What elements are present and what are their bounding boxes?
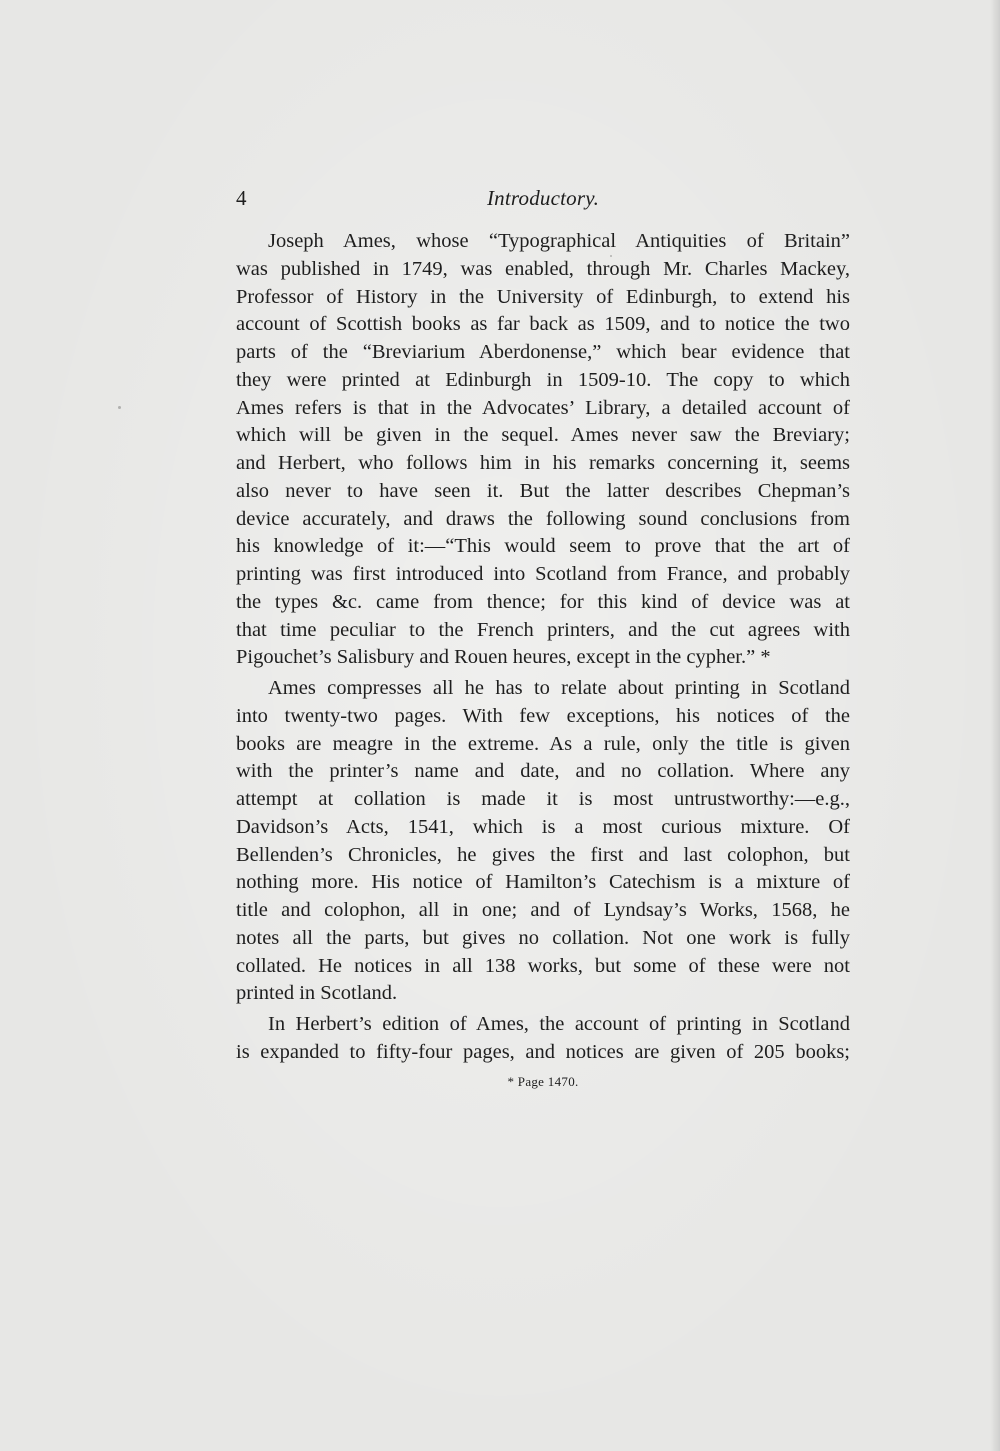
paragraph (236, 228, 850, 672)
running-head (236, 186, 850, 216)
text-line: with the printer’s name and date, and no collation. Where any (236, 760, 850, 783)
text-line: account of Scottish books as far back as 1509, and to notice the two (236, 313, 850, 336)
text-line: Davidson’s Acts, 1541, which is a most curious mixture. Of (236, 815, 850, 838)
paragraph (236, 1011, 850, 1067)
text-line: that time peculiar to the French printers, and the cut agrees with (236, 618, 850, 641)
text-line: nothing more. His notice of Hamilton’s Catechism is a mixture of (236, 871, 850, 894)
paper-speck (610, 255, 612, 257)
footnote: * Page 1470. (507, 1074, 579, 1089)
text-line: device accurately, and draws the following sound conclusions from (236, 507, 850, 530)
text-line: Ames refers is that in the Advocates’ Library, a detailed account of (236, 396, 850, 419)
text-line: which will be given in the sequel. Ames never saw the Breviary; (236, 424, 850, 447)
body-text (236, 228, 850, 1067)
text-line: Pigouchet’s Salisbury and Rouen heures, except in the cypher.” * (236, 646, 771, 669)
text-line: also never to have seen it. But the latter describes Chepman’s (236, 479, 850, 502)
text-line: printed in Scotland. (236, 982, 398, 1005)
text-line: Bellenden’s Chronicles, he gives the first and last colophon, but (236, 843, 850, 866)
text-line: Professor of History in the University of Edinburgh, to extend his (236, 285, 850, 308)
page-title: Introductory. (486, 186, 600, 210)
paper-speck (118, 406, 121, 409)
page-number: 4 (236, 186, 247, 210)
text-line: Ames compresses all he has to relate about printing in Scotland (268, 677, 850, 699)
text-line: they were printed at Edinburgh in 1509-10. The copy to which (236, 368, 850, 391)
text-line: collated. He notices in all 138 works, but some of these were not (236, 954, 850, 977)
text-line: printing was first introduced into Scotland from France, and probably (236, 563, 850, 585)
text-line: was published in 1749, was enabled, through Mr. Charles Mackey, (236, 257, 850, 280)
text-line: books are meagre in the extreme. As a rule, only the title is given (236, 732, 850, 755)
text-line: attempt at collation is made it is most untrustworthy:—e.g., (236, 788, 850, 810)
paragraph (236, 675, 850, 1008)
text-line: Joseph Ames, whose “Typographical Antiquities of Britain” (268, 230, 850, 252)
text-line: parts of the “Breviarium Aberdonense,” which bear evidence that (236, 341, 850, 363)
text-line: notes all the parts, but gives no collation. Not one work is fully (236, 926, 850, 949)
text-line: the types &c. came from thence; for this kind of device was at (236, 590, 850, 613)
text-line: and Herbert, who follows him in his remarks concerning it, seems (236, 452, 850, 474)
page-edge-shadow (990, 0, 1000, 1451)
text-line: is expanded to fifty-four pages, and notices are given of 205 books; (236, 1040, 850, 1063)
text-line: his knowledge of it:—“This would seem to prove that the art of (236, 535, 850, 558)
text-line: into twenty-two pages. With few exceptions, his notices of the (236, 704, 850, 727)
text-line: title and colophon, all in one; and of Lyndsay’s Works, 1568, he (236, 899, 850, 921)
text-line: In Herbert’s edition of Ames, the account of printing in Scotland (268, 1013, 850, 1035)
